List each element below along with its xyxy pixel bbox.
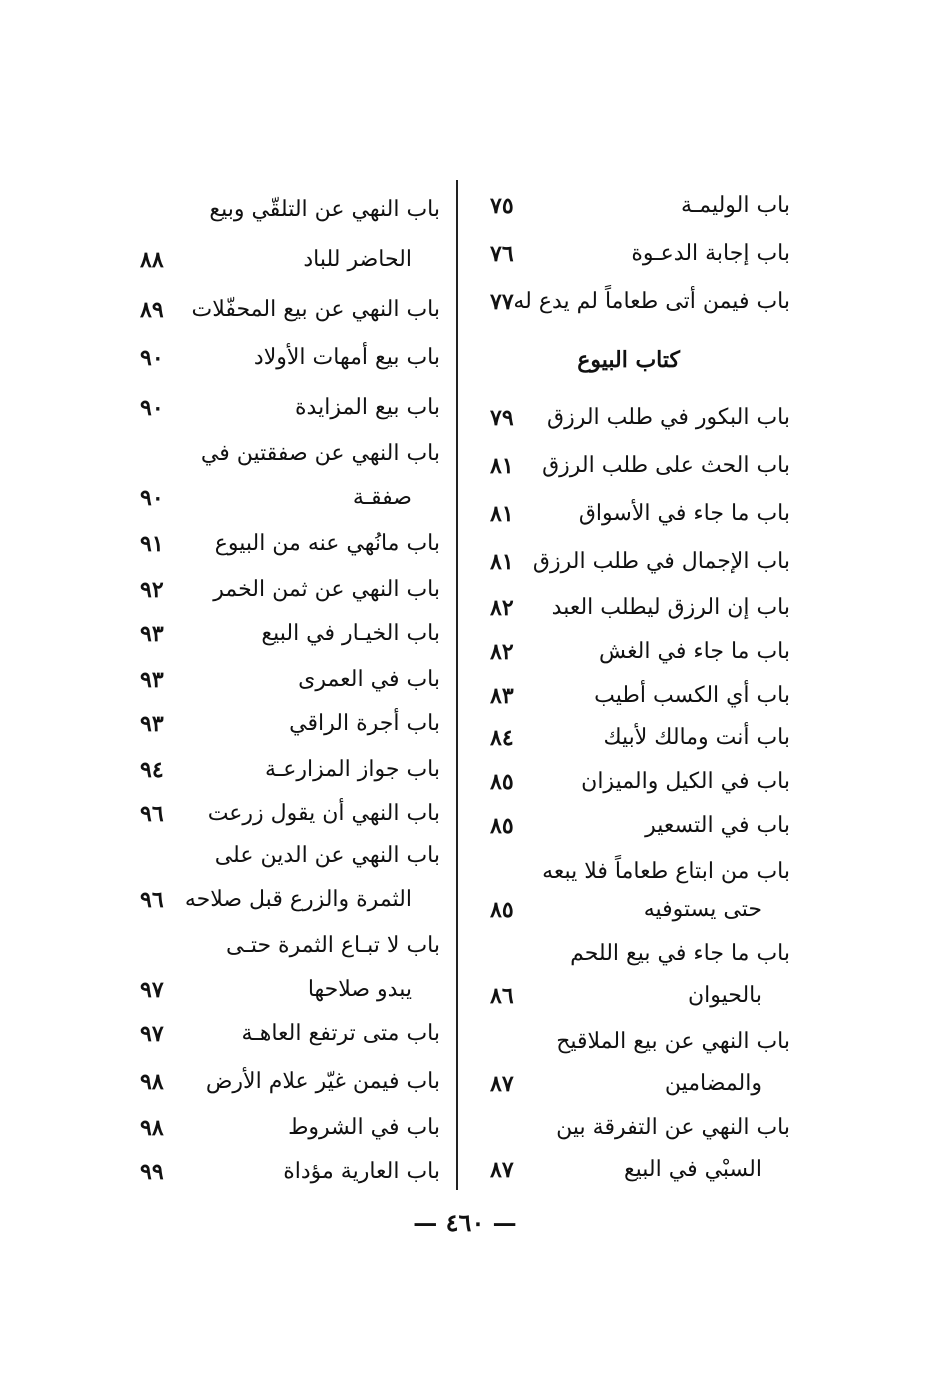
toc-entry-page: ٧٧	[490, 289, 514, 315]
toc-entry-page: ٩٣	[140, 667, 164, 693]
toc-entry-page: ٩٠	[140, 485, 164, 511]
toc-entry-page: ٨٣	[490, 683, 514, 709]
toc-entry	[140, 794, 440, 834]
toc-entry-title: باب إن الرزق ليطلب العبد	[551, 595, 790, 620]
toc-entry-title: باب مانُهي عنه من البيوع	[214, 531, 440, 556]
toc-entry-page: ٨٦	[490, 983, 514, 1009]
toc-entry-page: ٨٨	[140, 247, 164, 273]
toc-entry-page: ٨٧	[490, 1071, 514, 1097]
toc-entry-page: ٨٢	[490, 595, 514, 621]
toc-entry-page: ٨٧	[490, 1157, 514, 1183]
toc-entry-page: ٩٦	[140, 801, 164, 827]
toc-entry	[490, 186, 790, 226]
toc-entry	[490, 398, 790, 438]
toc-entry-title: باب الخيـار في البيع	[261, 621, 440, 646]
toc-entry	[490, 1022, 790, 1062]
section-heading-title: كتاب البيوع	[577, 347, 680, 373]
toc-entry-title: باب أجرة الراقي	[289, 711, 440, 736]
toc-entry-title: باب أي الكسب أطيب	[594, 683, 790, 708]
toc-entry	[140, 1152, 440, 1192]
toc-entry	[490, 542, 790, 582]
toc-entry	[140, 338, 440, 378]
toc-entry-title: باب العارية مؤداة	[283, 1159, 440, 1184]
toc-entry-page: ٩٣	[140, 621, 164, 647]
toc-entry	[140, 704, 440, 744]
toc-entry-page: ٨٢	[490, 639, 514, 665]
toc-entry-title: الثمرة والزرع قبل صلاحه	[184, 887, 412, 912]
toc-entry-title: الحاضر للباد	[303, 247, 412, 272]
toc-entry-title: باب فيمن غيّر علام الأرض	[205, 1069, 440, 1094]
toc-entry	[140, 240, 440, 280]
toc-entry	[490, 676, 790, 716]
toc-entry-page: ٧٥	[490, 193, 514, 219]
toc-entry-title: باب النهي أن يقول زرعت	[207, 801, 440, 826]
toc-entry	[140, 926, 440, 966]
toc-entry-page: ٨١	[490, 501, 514, 527]
toc-entry-title: باب في العمرى	[298, 667, 440, 692]
toc-entry	[490, 934, 790, 974]
toc-entry	[490, 1064, 790, 1104]
toc-entry-title: يبدو صلاحها	[307, 977, 412, 1002]
toc-entry-page: ٨٤	[490, 725, 514, 751]
toc-entry-page: ٩٨	[140, 1115, 164, 1141]
toc-entry	[490, 762, 790, 802]
toc-entry-title: باب جواز المزارعـة	[264, 757, 440, 782]
section-heading	[490, 340, 790, 380]
toc-entry-page: ٩٠	[140, 395, 164, 421]
toc-entry	[140, 836, 440, 876]
toc-entry	[140, 660, 440, 700]
toc-entry-title: باب فيمن أتى طعاماً لم يدع له	[513, 289, 790, 314]
toc-entry-title: حتى يستوفيه	[643, 897, 762, 922]
toc-entry	[140, 1062, 440, 1102]
toc-entry-title: باب متى ترتفع العاهـة	[241, 1021, 440, 1046]
toc-entry-page: ٩٠	[140, 345, 164, 371]
toc-entry	[490, 976, 790, 1016]
toc-entry-title: باب البكور في طلب الرزق	[547, 405, 790, 430]
toc-entry	[140, 1108, 440, 1148]
toc-entry-page: ٨٥	[490, 813, 514, 839]
toc-entry-page: ٩٤	[140, 757, 164, 783]
toc-entry-title: باب النهي عن التلقّي وبيع	[209, 197, 440, 222]
toc-entry-page: ٩٢	[140, 577, 164, 603]
toc-entry	[490, 1150, 790, 1190]
toc-entry-title: باب بيع أمهات الأولاد	[253, 345, 440, 370]
toc-entry-title: باب ما جاء في الغش	[599, 639, 790, 664]
toc-entry-page: ٩١	[140, 531, 164, 557]
toc-entry	[140, 190, 440, 230]
toc-entry-page: ٩٨	[140, 1069, 164, 1095]
toc-entry	[490, 852, 790, 892]
toc-entry	[490, 718, 790, 758]
toc-entry	[140, 880, 440, 920]
toc-entry-page: ٩٩	[140, 1159, 164, 1185]
toc-entry-title: باب النهي عن بيع الملاقيح	[556, 1029, 790, 1054]
toc-entry	[490, 1108, 790, 1148]
toc-entry-title: باب ما جاء في بيع اللحم	[570, 941, 790, 966]
toc-entry	[140, 1014, 440, 1054]
toc-entry-page: ٨٥	[490, 769, 514, 795]
toc-entry-title: صفقـة	[352, 485, 412, 510]
toc-entry-title: باب النهي عن بيع المحفّلات	[191, 297, 440, 322]
toc-entry-page: ٩٣	[140, 711, 164, 737]
toc-entry-title: باب لا تبـاع الثمرة حتـى	[226, 933, 440, 958]
toc-entry	[140, 970, 440, 1010]
toc-entry	[140, 524, 440, 564]
toc-entry-page: ٩٧	[140, 1021, 164, 1047]
toc-entry	[140, 750, 440, 790]
toc-entry-title: باب بيع المزايدة	[295, 395, 440, 420]
toc-entry-title: باب في الكيل والميزان	[581, 769, 790, 794]
toc-entry-page: ٧٩	[490, 405, 514, 431]
toc-entry-title: باب النهي عن صفقتين في	[200, 441, 440, 466]
toc-entry	[490, 282, 790, 322]
toc-entry	[490, 632, 790, 672]
toc-entry	[490, 446, 790, 486]
toc-entry-page: ٨٩	[140, 297, 164, 323]
toc-entry	[140, 388, 440, 428]
toc-entry-title: باب في الشروط	[288, 1115, 440, 1140]
toc-entry-page: ٩٧	[140, 977, 164, 1003]
page-number: — ٤٦٠ —	[413, 1208, 517, 1237]
toc-entry	[140, 478, 440, 518]
toc-entry-page: ٩٦	[140, 887, 164, 913]
toc-entry-title: باب في التسعير	[645, 813, 790, 838]
toc-entry	[140, 614, 440, 654]
toc-entry-title: والمضامين	[664, 1071, 762, 1096]
toc-entry-title: باب النهي عن التفرقة بين	[556, 1115, 790, 1140]
toc-entry-title: باب من ابتاع طعاماً فلا يبعه	[542, 859, 790, 884]
toc-entry-title: باب النهي عن ثمن الخمر	[213, 577, 440, 602]
toc-entry	[140, 570, 440, 610]
toc-entry-page: ٨٥	[490, 897, 514, 923]
toc-entry-title: باب أنت ومالك لأبيك	[603, 725, 790, 750]
column-divider	[456, 180, 458, 1190]
toc-entry-title: باب الوليمـة	[680, 193, 790, 218]
toc-entry	[490, 588, 790, 628]
toc-entry-title: بالحيوان	[687, 983, 762, 1008]
toc-entry-page: ٧٦	[490, 241, 514, 267]
toc-entry	[140, 290, 440, 330]
toc-entry	[490, 494, 790, 534]
toc-entry-title: باب ما جاء في الأسواق	[578, 501, 790, 526]
toc-entry-title: باب الحث على طلب الرزق	[542, 453, 790, 478]
toc-entry-page: ٨١	[490, 549, 514, 575]
toc-entry-title: باب إجابة الدعـوة	[631, 241, 790, 266]
toc-entry	[490, 806, 790, 846]
toc-entry	[490, 234, 790, 274]
toc-entry-title: باب الإجمال في طلب الرزق	[532, 549, 790, 574]
toc-entry-title: باب النهي عن الدين على	[214, 843, 440, 868]
toc-entry-title: السبْي في البيع	[623, 1157, 762, 1182]
toc-entry	[140, 434, 440, 474]
toc-entry-page: ٨١	[490, 453, 514, 479]
toc-entry	[490, 890, 790, 930]
